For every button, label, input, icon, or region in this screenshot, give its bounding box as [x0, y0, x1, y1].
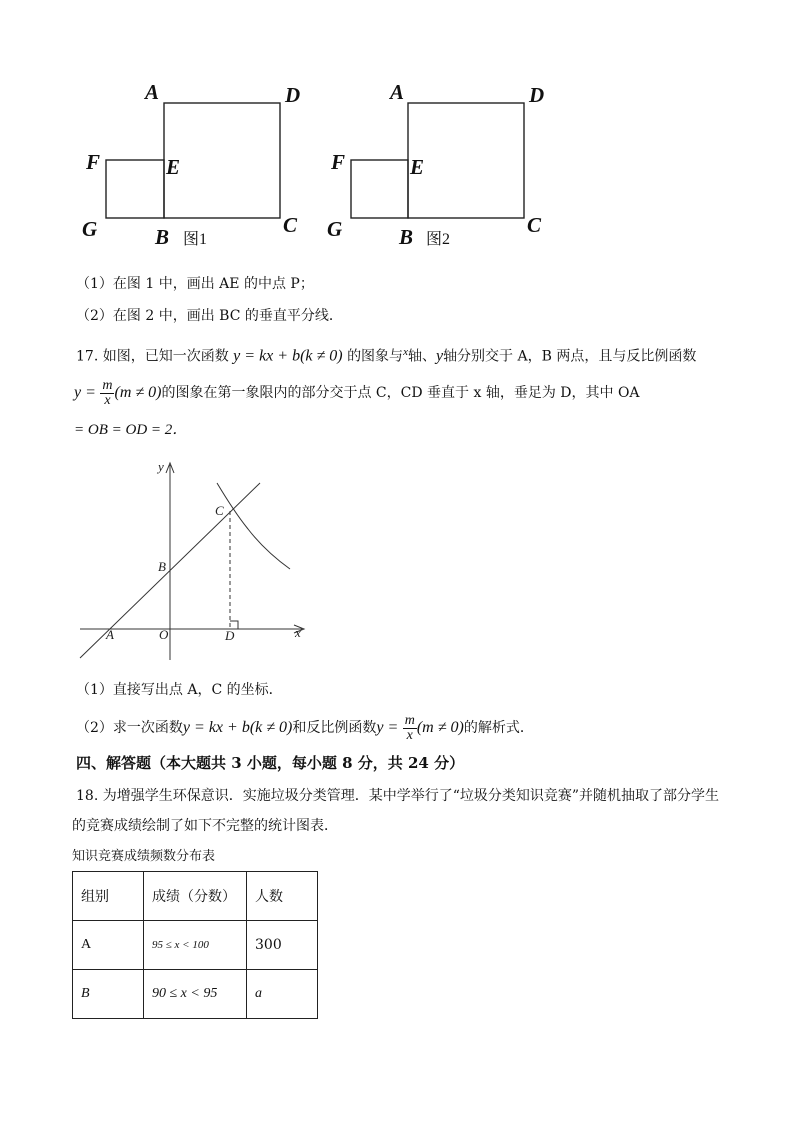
table-row [73, 921, 318, 970]
q17-part2-y: y = [376, 719, 399, 736]
q18-line1: 18. 为增强学生环保意识．实施垃圾分类管理．某中学举行了“垃圾分类知识竞赛”并随机抽取了部分学生 [76, 788, 720, 804]
row-a-range: 95 ≤ x < 100 [144, 921, 247, 970]
graph-label-C: C [215, 503, 224, 518]
q17-part2-cond: (m ≠ 0) [416, 719, 464, 736]
fig2-caption: 图2 [426, 231, 451, 248]
q17-line2-cond: (m ≠ 0) [114, 384, 162, 401]
header-group: 组别 [73, 872, 144, 921]
fig2-small-square [351, 160, 408, 218]
fig1-label-A: A [145, 80, 160, 104]
fig2-label-B: B [399, 225, 414, 249]
row-b-count: a [247, 970, 318, 1019]
fig1-caption: 图1 [183, 231, 208, 248]
q17-line1 [76, 342, 696, 367]
row-b-range: 90 ≤ x < 95 [144, 970, 247, 1019]
q17-line2 [74, 376, 640, 410]
fig2-label-E: E [410, 155, 425, 179]
section-4-title: 四、解答题（本大题共 3 小题，每小题 8 分，共 24 分） [76, 754, 465, 772]
q17-part1: （1）直接写出点 A，C 的坐标． [76, 682, 283, 698]
q17-part2-b: 和反比例函数 [292, 720, 377, 736]
row-a-count: 300 [247, 921, 318, 970]
fig2-label-A: A [390, 80, 405, 104]
q18-table-title: 知识竞赛成绩频数分布表 [72, 849, 216, 864]
q17-coordinate-graph [70, 455, 320, 670]
header-score: 成绩（分数） [144, 872, 247, 921]
hyperbola-curve [217, 483, 290, 569]
q17-part2-a: （2）求一次函数 [76, 720, 183, 736]
q16-part1: （1）在图 1 中，画出 AE 的中点 P； [76, 276, 314, 292]
q17-part2-fraction [403, 714, 417, 743]
q17-x-symbol: x [403, 346, 408, 358]
graph-label-B: B [158, 559, 166, 574]
row-b-group: B [73, 970, 144, 1019]
q17-part2-den: x [406, 727, 413, 743]
q17-y-symbol: y [435, 347, 444, 365]
q17-line2-num: m [102, 377, 113, 393]
q17-part2 [76, 710, 534, 746]
q17-line1-a: 17. 如图，已知一次函数 [76, 348, 229, 365]
fig2-label-G: G [327, 217, 343, 241]
figure-1 [106, 103, 280, 218]
q17-linear-formula: y = kx + b(k ≠ 0) [233, 347, 343, 365]
graph-label-D: D [225, 628, 235, 643]
q17-line2-den: x [104, 392, 111, 408]
q17-line1-b: 的图象与 [347, 348, 404, 365]
row-a-group: A [73, 921, 144, 970]
fig2-label-C: C [527, 213, 542, 237]
graph-label-x: x [295, 625, 301, 640]
figure-2 [351, 103, 524, 218]
q17-line1-c: 轴、 [407, 348, 436, 365]
fig1-label-F: F [86, 150, 101, 174]
fig1-label-C: C [283, 213, 298, 237]
graph-label-y: y [158, 459, 164, 474]
q16-part2: （2）在图 2 中，画出 BC 的垂直平分线． [76, 308, 343, 324]
square-figures [0, 70, 794, 260]
fig1-label-E: E [166, 155, 181, 179]
q17-part2-num: m [404, 712, 415, 728]
fig1-big-square [164, 103, 280, 218]
header-count: 人数 [247, 872, 318, 921]
fig2-label-F: F [331, 150, 346, 174]
q17-line3: = OB = OD = 2． [74, 422, 188, 438]
fig1-label-G: G [82, 217, 98, 241]
table-header-row [73, 872, 318, 921]
q18-line2: 的竞赛成绩绘制了如下不完整的统计图表． [72, 818, 338, 834]
q17-line2-text: 的图象在第一象限内的部分交于点 C，CD 垂直于 x 轴，垂足为 D，其中 OA [161, 385, 640, 401]
fig2-big-square [408, 103, 524, 218]
graph-label-A: A [106, 627, 114, 642]
q17-part2-formula: y = kx + b(k ≠ 0) [182, 719, 293, 736]
q17-line2-y: y = [74, 384, 96, 401]
fig1-label-B: B [155, 225, 170, 249]
q17-line2-fraction [100, 379, 114, 408]
graph-label-O: O [159, 627, 169, 642]
fig1-small-square [106, 160, 164, 218]
q17-part2-c: 的解析式． [463, 720, 534, 736]
table-row [73, 970, 318, 1019]
q17-line1-d: 轴分别交于 A，B 两点，且与反比例函数 [443, 348, 697, 365]
fig1-label-D: D [285, 83, 301, 107]
fig2-label-D: D [529, 83, 545, 107]
frequency-table [72, 871, 318, 1019]
